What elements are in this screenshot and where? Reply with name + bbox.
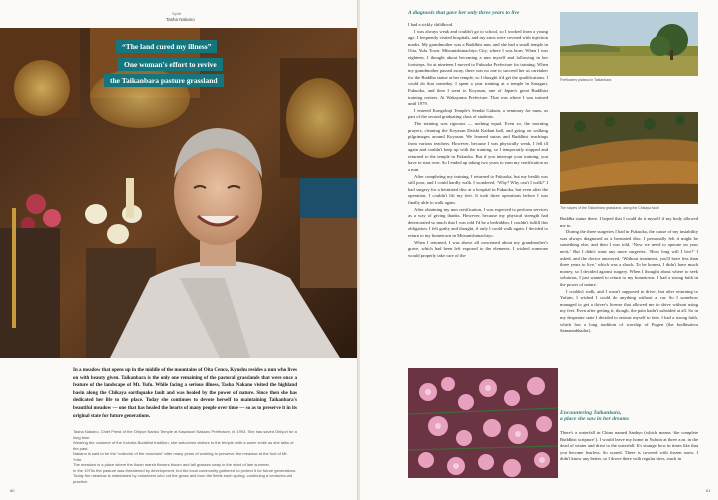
grassland-slope-photo [560, 112, 698, 204]
right-page [360, 0, 718, 500]
caption-line: Nakano is said to be the “collector of the mountain” after many years of working to preserve the meadow at the foot of Mt. Yufu. [73, 451, 288, 462]
subheading-line-2: a place she saw in her dreams [560, 416, 629, 422]
left-page [0, 0, 358, 500]
page-number-right: 61 [706, 488, 711, 493]
paragraph: I had a sickly childhood. [408, 22, 454, 27]
intro-paragraph: In a meadow that opens up in the middle of the mountains of Oita Cenco, Kyushu resides a nun who lives on with beauty given. Taikanbara is the only one remaining of the pastoral grasslands that were once a feature of the landscape of Mt. Yufu. While facing a serious illness, Tasha Nakano visited the highland basin along the Chikaya earthquake fault and was healed by the power of nature. Since then she has dedicated her life to the place. Today she continues to devote herself to maintaining Taikanbara's beautiful meadow — one that has healed the hearts of many people over time — so as to preserve it in its original state for future generations. [73, 368, 297, 419]
paragraph: After completing my training, I returned to Fukuoka, but my health was still poor, and I could hardly walk. I wondered, ‘Why? Why can't I walk?’ I had surgery for a herniated disc at a hospital in Fukuoka, but even after the operation, I couldn't lift my feet. It took three operations before I was finally able to walk again. [408, 173, 548, 206]
page-number-left: 60 [10, 488, 15, 493]
photo-caption-2: The slopes of the Taikanbara grassland, along the Chikaya fault [560, 206, 659, 210]
grassland-tree-photo [560, 12, 698, 76]
paragraph: After obtaining my nun certification, I was expected to perform services as a way of giving thanks. However, because my physical strength had deteriorated so much that I was told I'd be a bedridden, I couldn't fulfill this obligation. I felt guilty and thought, if only I could walk again. I decided to return to my hometown in Mitsunishimachiyo. [408, 206, 548, 238]
paragraph: I couldn't walk, and I wasn't supposed to drive, but after returning to Yufuin, I wished I could do anything without a car. So I somehow managed to get a driver's license that allowed me to drive without using my feet. Even after getting it, though, the pain hadn't subsided at all. So in my desperate state I decided to entrust myself to fate. I had a strong faith, which has a long tradition of worship of Fugen (the bodhisattva Samantabhadra). [560, 288, 698, 334]
column-2 [560, 216, 698, 335]
caption-line: The meadow is a place where the Asian marsh flowers bloom and tall grasses sway in the wind of late summer. [73, 462, 270, 467]
caption-line: Wearing the costume of the Kohoka Buddhist tradition, she welcomes visitors to the temple with a warm smile as she talks of the past. [73, 440, 294, 451]
headline-line-2: One woman's effort to revive [118, 58, 223, 71]
photo-caption-block [73, 429, 297, 484]
photo-caption-1: Fireflowers plateau in Taikanbara [560, 78, 612, 82]
section-label-small: Spirit [172, 11, 182, 16]
paragraph: There's a waterfall in Chino named Sanhyo (which means ‘the complete Buddhist scripture’). I would leave my home in Yufuin at three a.m. in the dead of winter and drive to the waterfall. It's strange how in times like that you become fearless. So scared. There is covered with frozen snow. I didn't know any better, so I drove there with regular tires, stuck in [560, 430, 698, 462]
caption-line: Today the meadow is maintained by volunteers who cut the grass and burn the fields each spring, continuing a centuries-old practice. [73, 473, 293, 484]
headline-line-1: “The land cured my illness” [116, 40, 217, 53]
subheading [560, 410, 698, 422]
column-1 [408, 22, 548, 259]
caption-line: Tasha Nakano, Chief Priest of the Ohiyuri Nanko Temple at Kasatoori Nakano Prefecture, in 1993. She has saved Ohiyuri for a long time. [73, 429, 297, 440]
paragraph: During the three surgeries I had in Fukuoka, the cause of my instability was always diagnosed as a herniated disc. I personally felt it might be something else, and then I was told, ‘Now we need to operate on your neck.’ But I didn't want any more surgeries. ‘How long will I live?’ I asked, and the doctor answered, ‘Without treatment, you'll have less than three years to live,’ which was a shock. To be honest, I didn't have much money, so I decided against surgery. When I thought about where to seek solutions, I just wanted to return to my hometown. I had a strong faith in the power of nature. [560, 229, 698, 287]
paragraph: The training was rigorous — nothing equal. Even so, the morning prayers, cleaning the Koyasan Daishi Kaikan hall, and going on walking pilgrimages around Koyasan. We learned sutras and Buddhist teachings from various teachers. However, because I was physically weak, I fell ill again and couldn't keep up with the training, so I temporarily stopped and returned to the temple in Fukuoka. But if you interrupt your training, you have to start over. So I ended up taking two years to earn my certification as a nun. [408, 120, 548, 173]
paragraph: I was always weak and couldn't go to school, so I worked from a young age. I frequently visited hospitals, and my arms were covered with injection marks. My grandmother was a Buddhist nun, and she had a small temple in Oita, Yufu Town. Mitsunishimachiyo City, where I was born. When I was eighteen, I thought about becoming a nun myself and following in her footsteps. So at nineteen I moved to Fukuoka Prefecture for training. When my grandmother passed away, there was no one to succeed her as caretaker for the Buddha statue at her temple, so I thought it'd get the qualifications. I could do that someday. I spent a year training at a temple in Sasaguri, Fukuoka, and then I went to Koyasan, one of Japan's great Buddhist training centers. At Wakayama Prefecture. That was where I was trained until 1979. [408, 28, 548, 107]
section-label: Tasha Nakano [166, 17, 195, 22]
paragraph: Buddha statue there. I hoped that I could do it myself if my body allowed me to. [560, 216, 698, 228]
section-heading: A diagnosis that gave her only three years to live [408, 10, 520, 16]
headline-line-3: the Taikanbara pasture grassland [104, 74, 224, 87]
caption-line: In the 1970s the pasture was threatened by development, but the local community gathered to protect it for future generations. [73, 467, 297, 473]
flower-photo [408, 368, 558, 478]
paragraph: When I returned, I was above all concerned about my grandmother's grave, which had been left exposed to the elements. I wished someone would properly take care of the [408, 239, 548, 258]
subheading-line-1: Encountering Taikanbara, [560, 410, 622, 416]
paragraph: I entered Kongobuji Temple's Sendai Gakuin, a seminary for nuns, as part of the second graduating class of students. [408, 107, 548, 120]
